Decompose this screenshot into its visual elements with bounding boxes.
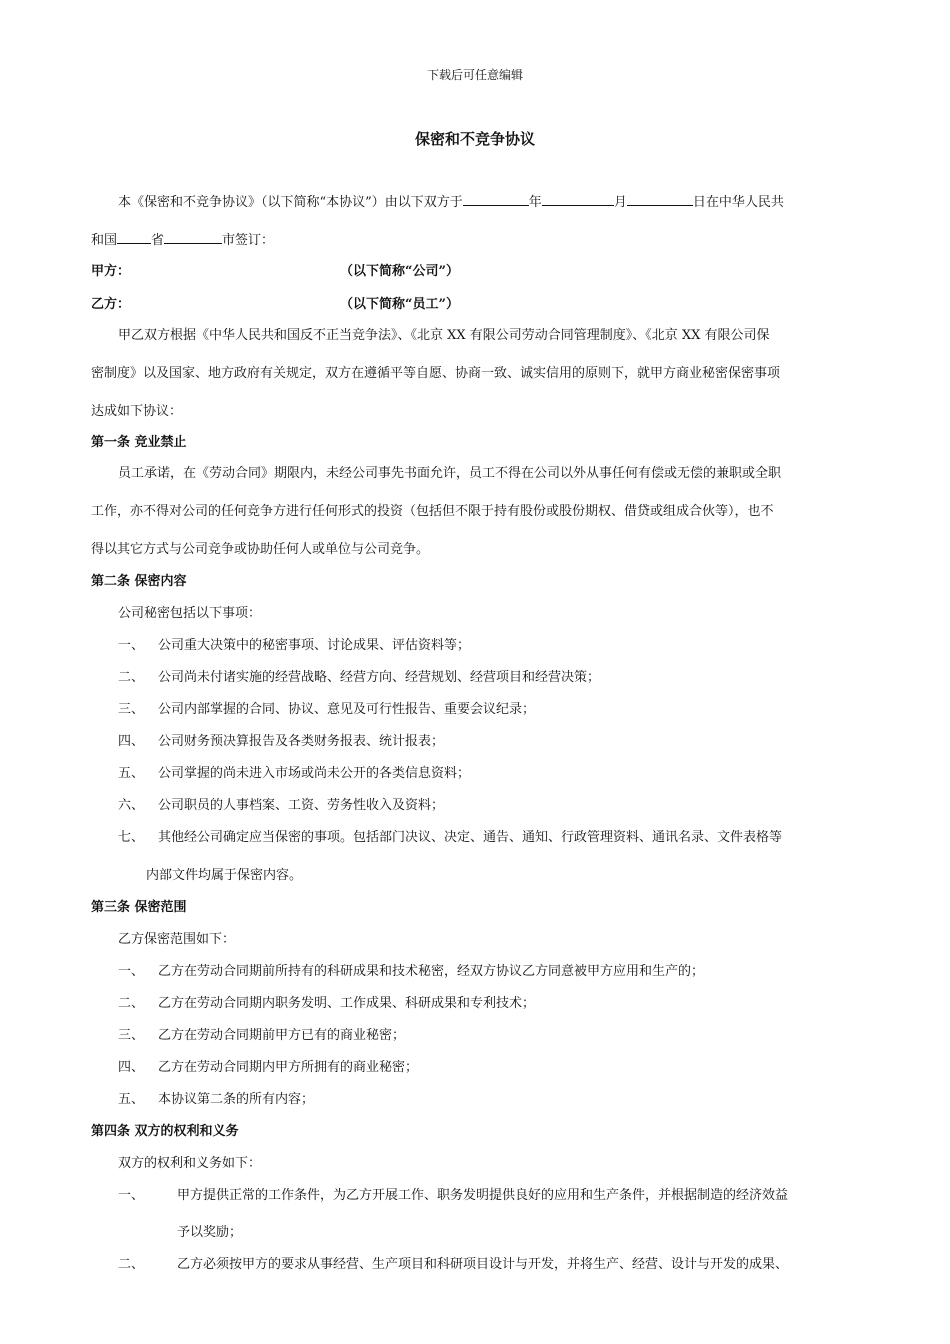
party-b-note: （以下简称“员工”） <box>340 297 459 312</box>
list-item-text: 公司掌握的尚未进入市场或尚未公开的各类信息资料； <box>158 766 471 781</box>
party-a-note: （以下简称“公司”） <box>340 264 459 279</box>
article-heading: 第四条 双方的权利和义务 <box>91 1124 239 1139</box>
list-item-text: 公司重大决策中的秘密事项、讨论成果、评估资料等； <box>158 638 471 653</box>
article-text-line: 工作，亦不得对公司的任何竞争方进行任何形式的投资（包括但不限于持有股份或股份期权、借贷或组成合伙等），也不 <box>91 504 774 519</box>
list-item-text: 公司财务预决算报告及各类财务报表、统计报表； <box>158 734 445 749</box>
list-item-number: 五、 <box>118 766 145 781</box>
list-item-text: 乙方在劳动合同期内职务发明、工作成果、科研成果和专利技术； <box>158 996 536 1011</box>
list-item <box>118 829 144 847</box>
list-item <box>118 1059 144 1077</box>
article-text-line: 员工承诺，在《劳动合同》期限内，未经公司事先书面允许，员工不得在公司以外从事任何有偿或无偿的兼职或全职 <box>118 466 782 481</box>
day-blank <box>627 193 693 206</box>
list-item-text: 乙方必须按甲方的要求从事经营、生产项目和科研项目设计与开发，并将生产、经营、设计与开发的成果、 <box>177 1257 789 1272</box>
list-item-number: 二、 <box>118 996 145 1011</box>
list-item-number: 三、 <box>118 702 145 717</box>
list-item-number: 二、 <box>118 670 145 685</box>
article-heading: 第一条 竞业禁止 <box>91 435 187 450</box>
list-item-number: 六、 <box>118 798 145 813</box>
list-item-number: 四、 <box>118 734 145 749</box>
list-item-number: 五、 <box>118 1092 145 1107</box>
list-item-number: 三、 <box>118 1028 145 1043</box>
list-item <box>118 797 144 815</box>
list-item-text: 公司内部掌握的合同、协议、意见及可行性报告、重要会议纪录； <box>158 702 536 717</box>
article-lead: 双方的权利和义务如下： <box>118 1156 262 1171</box>
party-b-label: 乙方： <box>91 297 131 312</box>
list-item <box>118 765 144 783</box>
list-item-text: 乙方在劳动合同期前甲方已有的商业秘密； <box>158 1028 406 1043</box>
page-header: 下载后可任意编辑 <box>426 68 523 82</box>
list-item-text: 公司尚未付诸实施的经营战略、经营方向、经营规划、经营项目和经营决策； <box>158 670 601 685</box>
list-item-text: 甲方提供正常的工作条件，为乙方开展工作、职务发明提供良好的应用和生产条件，并根据制造的经济效益 <box>177 1188 789 1203</box>
province-blank <box>117 231 151 244</box>
list-item-number: 一、 <box>118 1188 145 1203</box>
list-item <box>118 637 144 655</box>
preamble-line: 达成如下协议： <box>91 404 183 419</box>
list-item <box>118 1187 144 1205</box>
list-item-number: 一、 <box>118 964 145 979</box>
intro-line-1: 本《保密和不竞争协议》（以下简称“本协议”）由以下双方于 年 月 日在中华人民共 <box>118 195 784 210</box>
list-item-number: 四、 <box>118 1060 145 1075</box>
article-lead: 乙方保密范围如下： <box>118 932 236 947</box>
list-item <box>118 1256 144 1274</box>
intro-line-2: 和国 省 市签订： <box>91 233 275 248</box>
list-item <box>118 733 144 751</box>
list-item-text: 乙方在劳动合同期内甲方所拥有的商业秘密； <box>158 1060 419 1075</box>
list-item-text: 其他经公司确定应当保密的事项。包括部门决议、决定、通告、通知、行政管理资料、通讯名录、文件表格等 <box>158 830 783 845</box>
article-text-line: 得以其它方式与公司竞争或协助任何人或单位与公司竞争。 <box>91 542 430 557</box>
article-lead: 公司秘密包括以下事项： <box>118 606 262 621</box>
list-item <box>118 995 144 1013</box>
list-item-text: 本协议第二条的所有内容； <box>158 1092 315 1107</box>
list-item-number: 七、 <box>118 830 145 845</box>
list-item <box>118 669 144 687</box>
year-blank <box>463 193 529 206</box>
list-item-continuation: 内部文件均属于保密内容。 <box>146 868 303 883</box>
list-item <box>118 963 144 981</box>
month-blank <box>542 193 614 206</box>
list-item <box>118 1027 144 1045</box>
list-item-number: 二、 <box>118 1257 145 1272</box>
article-heading: 第三条 保密范围 <box>91 900 187 915</box>
list-item-number: 一、 <box>118 638 145 653</box>
list-item-continuation: 予以奖励； <box>177 1225 243 1240</box>
party-a-label: 甲方： <box>91 264 131 279</box>
document-title: 保密和不竞争协议 <box>414 130 535 148</box>
article-heading: 第二条 保密内容 <box>91 574 187 589</box>
list-item <box>118 1091 144 1109</box>
city-blank <box>164 231 222 244</box>
preamble-line: 密制度》以及国家、地方政府有关规定，双方在遵循平等自愿、协商一致、诚实信用的原则下，就甲方商业秘密保密事项 <box>91 366 781 381</box>
list-item-text: 乙方在劳动合同期前所持有的科研成果和技术秘密，经双方协议乙方同意被甲方应用和生产的； <box>158 964 705 979</box>
list-item <box>118 701 144 719</box>
preamble-line: 甲乙双方根据《中华人民共和国反不正当竞争法》、《北京 XX 有限公司劳动合同管理制度》、《北京 XX 有限公司保 <box>118 328 770 343</box>
list-item-text: 公司职员的人事档案、工资、劳务性收入及资料； <box>158 798 445 813</box>
